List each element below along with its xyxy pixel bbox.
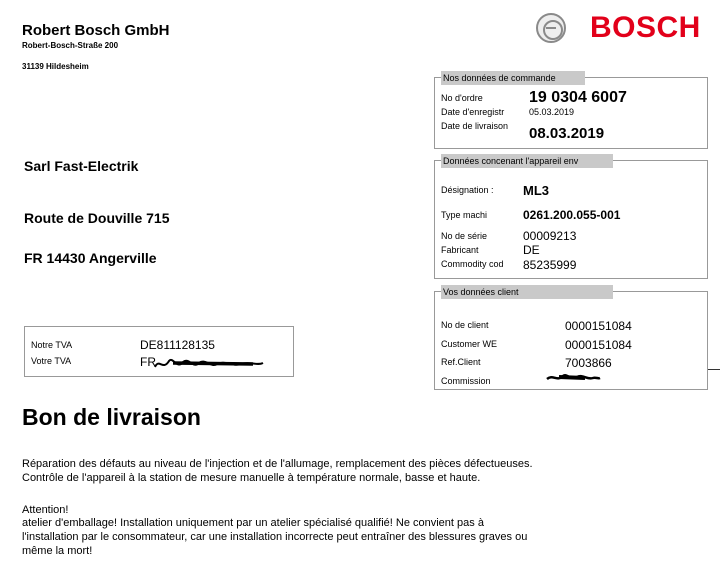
maker-label: Fabricant — [441, 245, 479, 255]
bosch-logo — [536, 11, 706, 47]
customer-we-value: 0000151084 — [565, 338, 632, 352]
warning-line-1: atelier d'emballage! Installation uniquement par un atelier spécialisé qualifié! Ne convient pas à — [22, 517, 484, 529]
attention-heading: Attention! — [22, 504, 69, 516]
delivery-date-label: Date de livraison — [441, 121, 509, 131]
client-no-label: No de client — [441, 320, 489, 330]
client-data-box — [434, 287, 708, 390]
commission-redaction-scribble — [545, 370, 601, 384]
ref-client-value: 7003866 — [565, 356, 612, 370]
tva-box — [24, 326, 294, 377]
document-title: Bon de livraison — [22, 404, 201, 430]
warning-line-2: l'installation par le consommateur, car une installation incorrecte peut entraîner des blessures graves ou — [22, 531, 528, 543]
designation-label: Désignation : — [441, 185, 494, 195]
repair-line-2: Contrôle de l'appareil à la station de mesure manuelle à température normale, basse et haute. — [22, 472, 481, 484]
commission-label: Commission — [441, 376, 491, 386]
bosch-logo-text: BOSCH — [590, 11, 701, 44]
serial-label: No de série — [441, 231, 488, 241]
our-tva-value: DE811128135 — [140, 338, 215, 352]
bosch-armature-icon — [536, 13, 566, 43]
warning-line-3: même la mort! — [22, 545, 93, 557]
your-tva-redaction-scribble — [153, 355, 265, 373]
order-box-title: Nos données de commande — [441, 71, 585, 85]
order-data-box — [434, 73, 708, 149]
repair-line-1: Réparation des défauts au niveau de l'injection et de l'allumage, remplacement des pièces défectueuses. — [22, 458, 533, 470]
your-tva-prefix: FR — [140, 355, 156, 369]
client-box-title: Vos données client — [441, 285, 613, 299]
commodity-label: Commodity cod — [441, 259, 504, 269]
serial-value: 00009213 — [523, 229, 577, 243]
commodity-value: 85235999 — [523, 258, 577, 272]
recipient-street: Route de Douville 715 — [24, 210, 170, 226]
sender-city: 31139 Hildesheim — [22, 62, 89, 71]
type-value: 0261.200.055-001 — [523, 208, 621, 222]
client-no-value: 0000151084 — [565, 319, 632, 333]
your-tva-label: Votre TVA — [31, 356, 72, 366]
sender-name: Robert Bosch GmbH — [22, 22, 170, 39]
ref-client-label: Ref.Client — [441, 357, 481, 367]
recipient-city: FR 14430 Angerville — [24, 250, 157, 266]
type-label: Type machi — [441, 210, 488, 220]
our-tva-label: Notre TVA — [31, 340, 73, 350]
order-no-value: 19 0304 6007 — [529, 89, 627, 106]
fold-mark — [708, 369, 720, 370]
maker-value: DE — [523, 243, 540, 257]
reg-date-value: 05.03.2019 — [529, 107, 575, 117]
device-data-box — [434, 156, 708, 279]
sender-street: Robert-Bosch-Straße 200 — [22, 41, 119, 50]
designation-value: ML3 — [523, 183, 549, 198]
reg-date-label: Date d'enregistr — [441, 107, 505, 117]
order-no-label: No d'ordre — [441, 93, 483, 103]
customer-we-label: Customer WE — [441, 339, 498, 349]
delivery-date-value: 08.03.2019 — [529, 125, 605, 142]
device-box-title: Données concenant l'appareil env — [441, 154, 613, 168]
recipient-name: Sarl Fast-Electrik — [24, 158, 139, 174]
